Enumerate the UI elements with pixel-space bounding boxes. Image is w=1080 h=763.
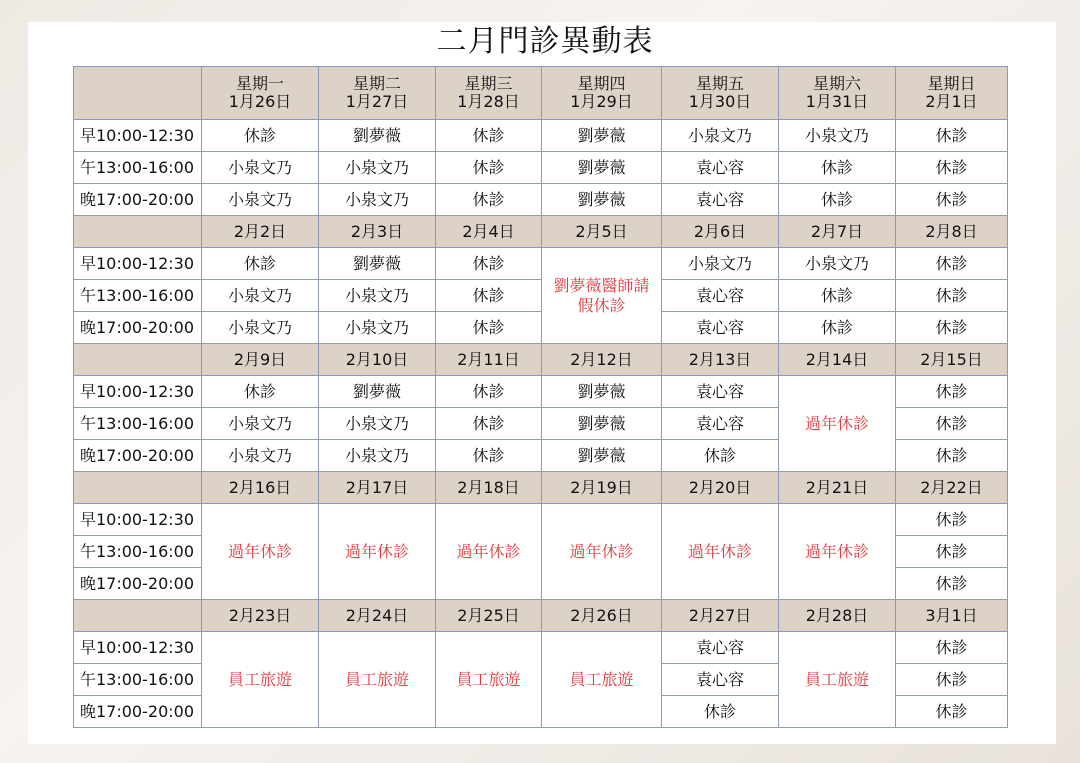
holiday-closed-cell: 過年休診 xyxy=(662,504,779,600)
date-header-cell: 2月4日 xyxy=(436,216,542,248)
time-slot-label: 晚17:00-20:00 xyxy=(74,440,202,472)
schedule-cell: 休診 xyxy=(896,376,1008,408)
corner-cell xyxy=(74,600,202,632)
schedule-cell: 劉夢薇 xyxy=(542,376,662,408)
holiday-closed-cell: 過年休診 xyxy=(542,504,662,600)
schedule-cell: 袁心容 xyxy=(662,312,779,344)
schedule-cell: 休診 xyxy=(896,568,1008,600)
week5-header-row xyxy=(74,600,1008,632)
schedule-cell: 小泉文乃 xyxy=(202,440,319,472)
date-header-cell: 2月7日 xyxy=(779,216,896,248)
date-header-cell: 2月11日 xyxy=(436,344,542,376)
schedule-cell: 劉夢薇 xyxy=(542,152,662,184)
day-header-cell xyxy=(542,67,662,120)
date-header-cell: 2月23日 xyxy=(202,600,319,632)
schedule-cell: 休診 xyxy=(662,696,779,728)
time-slot-label: 早10:00-12:30 xyxy=(74,248,202,280)
schedule-cell: 小泉文乃 xyxy=(662,120,779,152)
date-header-cell: 2月13日 xyxy=(662,344,779,376)
week2-evening-row xyxy=(74,312,1008,344)
schedule-cell: 休診 xyxy=(896,664,1008,696)
week4-header-row xyxy=(74,472,1008,504)
date-header-cell: 2月19日 xyxy=(542,472,662,504)
week1-evening-row xyxy=(74,184,1008,216)
date-label: 1月31日 xyxy=(805,92,869,111)
leave-notice-cell: 劉夢薇醫師請假休診 xyxy=(542,248,662,344)
staff-trip-cell: 員工旅遊 xyxy=(436,632,542,728)
date-header-cell: 2月3日 xyxy=(319,216,436,248)
date-header-cell: 2月8日 xyxy=(896,216,1008,248)
week1-header-row xyxy=(74,67,1008,120)
time-slot-label: 午13:00-16:00 xyxy=(74,280,202,312)
schedule-cell: 袁心容 xyxy=(662,152,779,184)
schedule-table xyxy=(73,66,1008,728)
corner-cell xyxy=(74,67,202,120)
schedule-cell: 休診 xyxy=(779,312,896,344)
schedule-cell: 劉夢薇 xyxy=(542,184,662,216)
holiday-closed-cell: 過年休診 xyxy=(202,504,319,600)
holiday-closed-cell: 過年休診 xyxy=(319,504,436,600)
staff-trip-cell: 員工旅遊 xyxy=(542,632,662,728)
time-slot-label: 晚17:00-20:00 xyxy=(74,184,202,216)
schedule-cell: 劉夢薇 xyxy=(319,120,436,152)
time-slot-label: 晚17:00-20:00 xyxy=(74,568,202,600)
time-slot-label: 午13:00-16:00 xyxy=(74,408,202,440)
date-header-cell: 2月14日 xyxy=(779,344,896,376)
week5-morning-row xyxy=(74,632,1008,664)
date-header-cell: 2月5日 xyxy=(542,216,662,248)
schedule-cell: 小泉文乃 xyxy=(319,440,436,472)
date-header-cell: 2月20日 xyxy=(662,472,779,504)
date-label: 1月27日 xyxy=(345,92,409,111)
time-slot-label: 午13:00-16:00 xyxy=(74,152,202,184)
week1-morning-row xyxy=(74,120,1008,152)
schedule-cell: 休診 xyxy=(896,312,1008,344)
date-header-cell: 2月28日 xyxy=(779,600,896,632)
page-title: 二月門診異動表 xyxy=(436,24,654,59)
schedule-cell: 劉夢薇 xyxy=(319,248,436,280)
schedule-cell: 袁心容 xyxy=(662,376,779,408)
schedule-cell: 休診 xyxy=(779,280,896,312)
date-header-cell: 2月15日 xyxy=(896,344,1008,376)
schedule-cell: 劉夢薇 xyxy=(542,440,662,472)
date-header-cell: 2月17日 xyxy=(319,472,436,504)
date-header-cell: 3月1日 xyxy=(896,600,1008,632)
schedule-cell: 休診 xyxy=(436,248,542,280)
weekday-label: 星期二 xyxy=(352,74,401,93)
day-header-cell xyxy=(319,67,436,120)
date-header-cell: 2月18日 xyxy=(436,472,542,504)
holiday-closed-cell: 過年休診 xyxy=(436,504,542,600)
date-label: 1月30日 xyxy=(688,92,752,111)
schedule-cell: 休診 xyxy=(896,536,1008,568)
schedule-sheet xyxy=(28,22,1056,744)
weekday-label: 星期五 xyxy=(695,74,744,93)
date-header-cell: 2月16日 xyxy=(202,472,319,504)
schedule-cell: 小泉文乃 xyxy=(662,248,779,280)
schedule-cell: 小泉文乃 xyxy=(779,120,896,152)
holiday-closed-cell: 過年休診 xyxy=(779,376,896,472)
schedule-cell: 休診 xyxy=(896,696,1008,728)
time-slot-label: 早10:00-12:30 xyxy=(74,504,202,536)
week2-afternoon-row xyxy=(74,280,1008,312)
schedule-cell: 小泉文乃 xyxy=(202,408,319,440)
date-header-cell: 2月12日 xyxy=(542,344,662,376)
schedule-cell: 休診 xyxy=(202,248,319,280)
schedule-cell: 休診 xyxy=(896,120,1008,152)
schedule-cell: 小泉文乃 xyxy=(319,408,436,440)
date-header-cell: 2月21日 xyxy=(779,472,896,504)
time-slot-label: 晚17:00-20:00 xyxy=(74,696,202,728)
date-header-cell: 2月24日 xyxy=(319,600,436,632)
corner-cell xyxy=(74,472,202,504)
date-header-cell: 2月26日 xyxy=(542,600,662,632)
time-slot-label: 早10:00-12:30 xyxy=(74,120,202,152)
staff-trip-cell: 員工旅遊 xyxy=(779,632,896,728)
week3-header-row xyxy=(74,344,1008,376)
date-header-cell: 2月22日 xyxy=(896,472,1008,504)
week3-morning-row xyxy=(74,376,1008,408)
time-slot-label: 午13:00-16:00 xyxy=(74,536,202,568)
schedule-cell: 休診 xyxy=(436,312,542,344)
time-slot-label: 午13:00-16:00 xyxy=(74,664,202,696)
schedule-cell: 小泉文乃 xyxy=(202,280,319,312)
holiday-closed-cell: 過年休診 xyxy=(779,504,896,600)
schedule-cell: 休診 xyxy=(779,152,896,184)
schedule-cell: 休診 xyxy=(896,248,1008,280)
weekday-label: 星期三 xyxy=(464,74,513,93)
schedule-cell: 休診 xyxy=(779,184,896,216)
weekday-label: 星期一 xyxy=(235,74,284,93)
schedule-cell: 休診 xyxy=(662,440,779,472)
schedule-cell: 袁心容 xyxy=(662,632,779,664)
week2-morning-row xyxy=(74,248,1008,280)
schedule-cell: 小泉文乃 xyxy=(202,184,319,216)
schedule-cell: 休診 xyxy=(436,440,542,472)
week1-afternoon-row xyxy=(74,152,1008,184)
day-header-cell xyxy=(436,67,542,120)
schedule-cell: 小泉文乃 xyxy=(202,152,319,184)
schedule-cell: 休診 xyxy=(436,376,542,408)
schedule-cell: 休診 xyxy=(896,440,1008,472)
schedule-cell: 休診 xyxy=(436,280,542,312)
schedule-cell: 休診 xyxy=(436,408,542,440)
day-header-cell xyxy=(779,67,896,120)
day-header-cell xyxy=(662,67,779,120)
schedule-cell: 休診 xyxy=(896,632,1008,664)
schedule-cell: 休診 xyxy=(896,408,1008,440)
schedule-cell: 休診 xyxy=(896,152,1008,184)
schedule-cell: 小泉文乃 xyxy=(319,312,436,344)
schedule-cell: 休診 xyxy=(896,504,1008,536)
date-label: 1月29日 xyxy=(570,92,633,111)
weekday-label: 星期六 xyxy=(812,74,861,93)
schedule-cell: 袁心容 xyxy=(662,184,779,216)
corner-cell xyxy=(74,344,202,376)
day-header-cell xyxy=(896,67,1008,120)
weekday-label: 星期四 xyxy=(577,74,626,93)
schedule-cell: 休診 xyxy=(436,120,542,152)
schedule-cell: 休診 xyxy=(896,280,1008,312)
schedule-cell: 劉夢薇 xyxy=(542,120,662,152)
date-label: 1月26日 xyxy=(228,92,292,111)
schedule-cell: 小泉文乃 xyxy=(202,312,319,344)
schedule-cell: 小泉文乃 xyxy=(319,184,436,216)
schedule-cell: 休診 xyxy=(896,184,1008,216)
schedule-cell: 劉夢薇 xyxy=(542,408,662,440)
corner-cell xyxy=(74,216,202,248)
schedule-cell: 小泉文乃 xyxy=(319,280,436,312)
schedule-cell: 袁心容 xyxy=(662,664,779,696)
schedule-cell: 袁心容 xyxy=(662,280,779,312)
week4-morning-row xyxy=(74,504,1008,536)
schedule-cell: 劉夢薇 xyxy=(319,376,436,408)
day-header-cell xyxy=(202,67,319,120)
schedule-cell: 休診 xyxy=(436,184,542,216)
date-header-cell: 2月10日 xyxy=(319,344,436,376)
date-header-cell: 2月27日 xyxy=(662,600,779,632)
week2-header-row xyxy=(74,216,1008,248)
time-slot-label: 早10:00-12:30 xyxy=(74,376,202,408)
date-label: 2月1日 xyxy=(925,92,978,111)
staff-trip-cell: 員工旅遊 xyxy=(319,632,436,728)
schedule-cell: 袁心容 xyxy=(662,408,779,440)
date-header-cell: 2月6日 xyxy=(662,216,779,248)
date-header-cell: 2月25日 xyxy=(436,600,542,632)
time-slot-label: 晚17:00-20:00 xyxy=(74,312,202,344)
time-slot-label: 早10:00-12:30 xyxy=(74,632,202,664)
date-header-cell: 2月9日 xyxy=(202,344,319,376)
schedule-cell: 小泉文乃 xyxy=(319,152,436,184)
schedule-cell: 休診 xyxy=(202,120,319,152)
date-header-cell: 2月2日 xyxy=(202,216,319,248)
schedule-cell: 休診 xyxy=(436,152,542,184)
schedule-cell: 休診 xyxy=(202,376,319,408)
schedule-cell: 小泉文乃 xyxy=(779,248,896,280)
weekday-label: 星期日 xyxy=(927,74,976,93)
staff-trip-cell: 員工旅遊 xyxy=(202,632,319,728)
date-label: 1月28日 xyxy=(457,92,520,111)
